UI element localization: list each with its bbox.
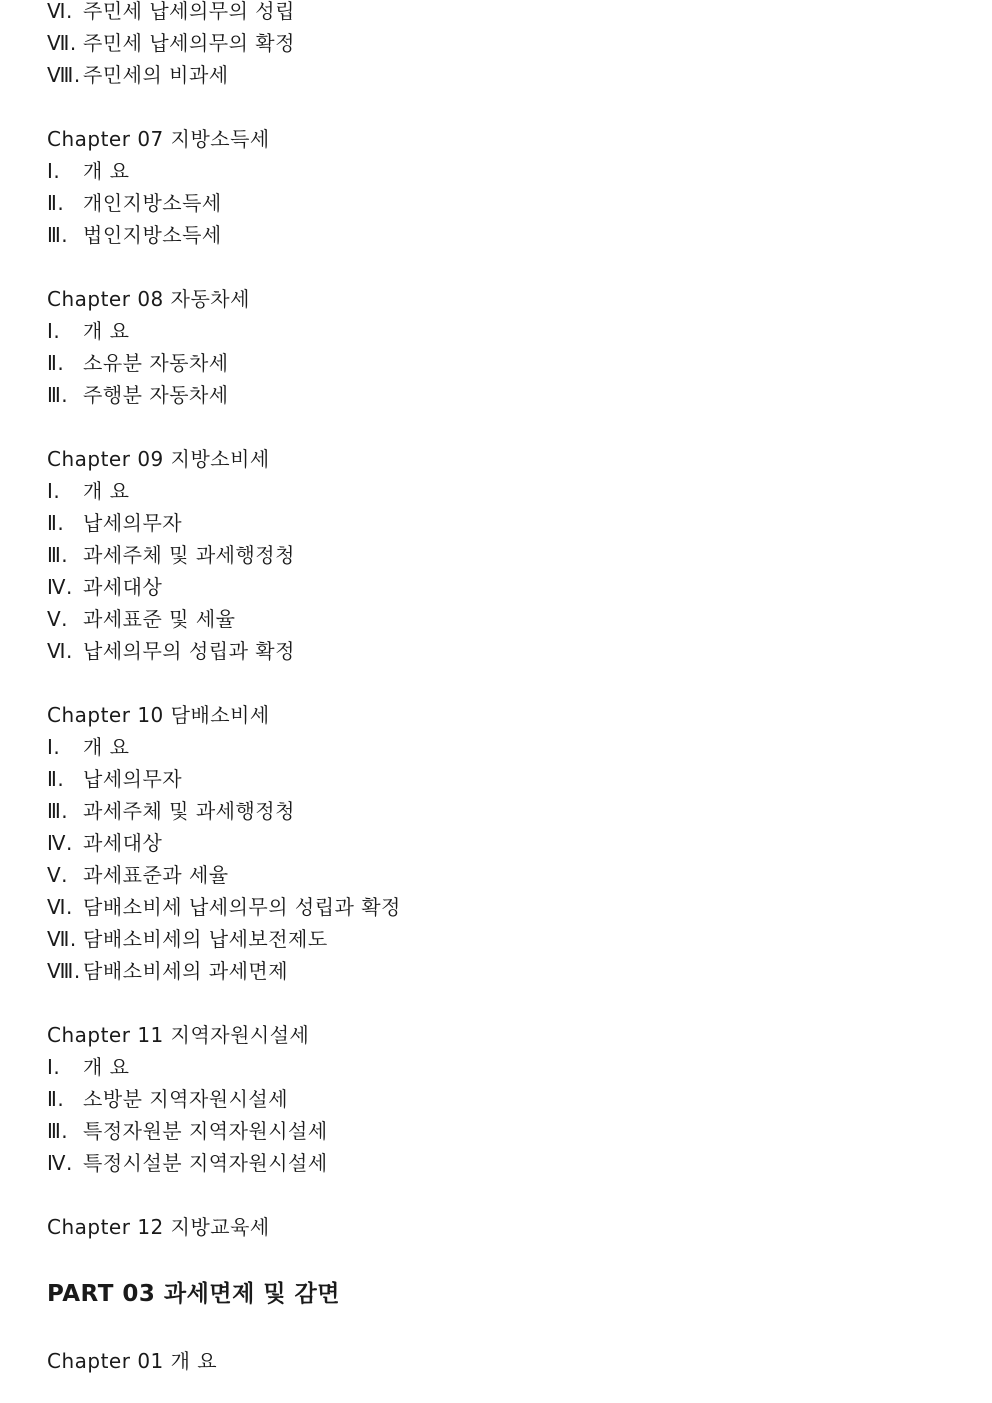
toc-item-number: Ⅲ.: [47, 1119, 69, 1143]
part-heading: PART 03 과세면제 및 감면: [47, 1281, 340, 1307]
toc-item: [47, 635, 947, 667]
toc-item-number: Ⅰ.: [47, 479, 61, 503]
toc-item-label: 과세대상: [83, 575, 163, 599]
toc-item-label: 과세대상: [83, 831, 163, 855]
toc-item-number: Ⅵ.: [47, 895, 73, 919]
toc-item-number: Ⅳ.: [47, 575, 73, 599]
toc-item-number: Ⅱ.: [47, 351, 65, 375]
toc-item-label: 과세표준 및 세율: [83, 607, 236, 631]
spacer: [47, 91, 947, 123]
toc-item: [47, 1115, 947, 1147]
table-of-contents: [47, 0, 947, 1377]
toc-item-label: 법인지방소득세: [83, 223, 222, 247]
toc-item-number: Ⅴ.: [47, 607, 69, 631]
toc-item-number: Ⅳ.: [47, 831, 73, 855]
toc-item: [47, 923, 947, 955]
toc-item: [47, 347, 947, 379]
toc-item: [47, 0, 947, 27]
toc-item-number: Ⅲ.: [47, 223, 69, 247]
toc-item-number: Ⅱ.: [47, 767, 65, 791]
chapter-heading: Chapter 12 지방교육세: [47, 1215, 270, 1239]
toc-item-number: Ⅲ.: [47, 383, 69, 407]
toc-item-number: Ⅲ.: [47, 799, 69, 823]
toc-item: [47, 1083, 947, 1115]
toc-item-label: 개 요: [83, 479, 130, 503]
spacer: [47, 1179, 947, 1211]
toc-item: [47, 27, 947, 59]
toc-item: [47, 827, 947, 859]
toc-item: [47, 379, 947, 411]
toc-item-number: Ⅷ.: [47, 63, 81, 87]
toc-item-label: 개 요: [83, 735, 130, 759]
toc-item: [47, 955, 947, 987]
toc-item-number: Ⅲ.: [47, 543, 69, 567]
toc-item-label: 개인지방소득세: [83, 191, 222, 215]
toc-item: [47, 59, 947, 91]
spacer: [47, 667, 947, 699]
toc-item: [47, 603, 947, 635]
toc-item-label: 납세의무자: [83, 511, 183, 535]
toc-item: [47, 763, 947, 795]
toc-item-label: 과세표준과 세율: [83, 863, 229, 887]
toc-item-number: Ⅵ.: [47, 639, 73, 663]
spacer: [47, 411, 947, 443]
toc-item-label: 납세의무자: [83, 767, 183, 791]
toc-item: [47, 891, 947, 923]
toc-item-label: 개 요: [83, 1055, 130, 1079]
toc-item-label: 소방분 지역자원시설세: [83, 1087, 289, 1111]
toc-item-label: 소유분 자동차세: [83, 351, 229, 375]
chapter-heading: Chapter 08 자동차세: [47, 287, 250, 311]
toc-item-number: Ⅱ.: [47, 1087, 65, 1111]
toc-item: [47, 731, 947, 763]
toc-item-number: Ⅰ.: [47, 159, 61, 183]
toc-item-label: 과세주체 및 과세행정청: [83, 543, 295, 567]
toc-item-number: Ⅰ.: [47, 735, 61, 759]
toc-item: [47, 539, 947, 571]
spacer: [47, 251, 947, 283]
toc-item-label: 특정시설분 지역자원시설세: [83, 1151, 328, 1175]
toc-item-label: 담배소비세 납세의무의 성립과 확정: [83, 895, 401, 919]
toc-item-number: Ⅱ.: [47, 511, 65, 535]
chapter-heading: Chapter 10 담배소비세: [47, 703, 270, 727]
spacer: [47, 1243, 947, 1278]
chapter-heading: Chapter 07 지방소득세: [47, 127, 270, 151]
toc-item-number: Ⅱ.: [47, 191, 65, 215]
toc-item-label: 담배소비세의 납세보전제도: [83, 927, 328, 951]
toc-item-number: Ⅷ.: [47, 959, 81, 983]
toc-item-number: Ⅴ.: [47, 863, 69, 887]
toc-item-label: 담배소비세의 과세면제: [83, 959, 289, 983]
toc-item: [47, 219, 947, 251]
toc-item-label: 주행분 자동차세: [83, 383, 229, 407]
toc-item-label: 과세주체 및 과세행정청: [83, 799, 295, 823]
toc-item-label: 개 요: [83, 319, 130, 343]
toc-item-label: 주민세 납세의무의 확정: [83, 31, 295, 55]
toc-item-label: 개 요: [83, 159, 130, 183]
toc-item-label: 납세의무의 성립과 확정: [83, 639, 295, 663]
chapter-heading: Chapter 01 개 요: [47, 1349, 218, 1373]
toc-item: [47, 155, 947, 187]
toc-item: [47, 571, 947, 603]
toc-item-number: Ⅶ.: [47, 31, 77, 55]
chapter-heading: Chapter 09 지방소비세: [47, 447, 270, 471]
spacer: [47, 987, 947, 1019]
toc-item: [47, 795, 947, 827]
toc-item-number: Ⅵ.: [47, 0, 73, 23]
toc-item-label: 특정자원분 지역자원시설세: [83, 1119, 328, 1143]
chapter-heading: Chapter 11 지역자원시설세: [47, 1023, 310, 1047]
toc-item: [47, 315, 947, 347]
toc-item-number: Ⅰ.: [47, 319, 61, 343]
toc-item: [47, 507, 947, 539]
toc-item: [47, 187, 947, 219]
toc-item-number: Ⅰ.: [47, 1055, 61, 1079]
toc-item-label: 주민세의 비과세: [83, 63, 229, 87]
toc-item-number: Ⅳ.: [47, 1151, 73, 1175]
toc-item-label: 주민세 납세의무의 성립: [83, 0, 295, 23]
toc-item: [47, 475, 947, 507]
toc-item-number: Ⅶ.: [47, 927, 77, 951]
spacer: [47, 1310, 947, 1345]
toc-item: [47, 859, 947, 891]
toc-item: [47, 1051, 947, 1083]
toc-item: [47, 1147, 947, 1179]
